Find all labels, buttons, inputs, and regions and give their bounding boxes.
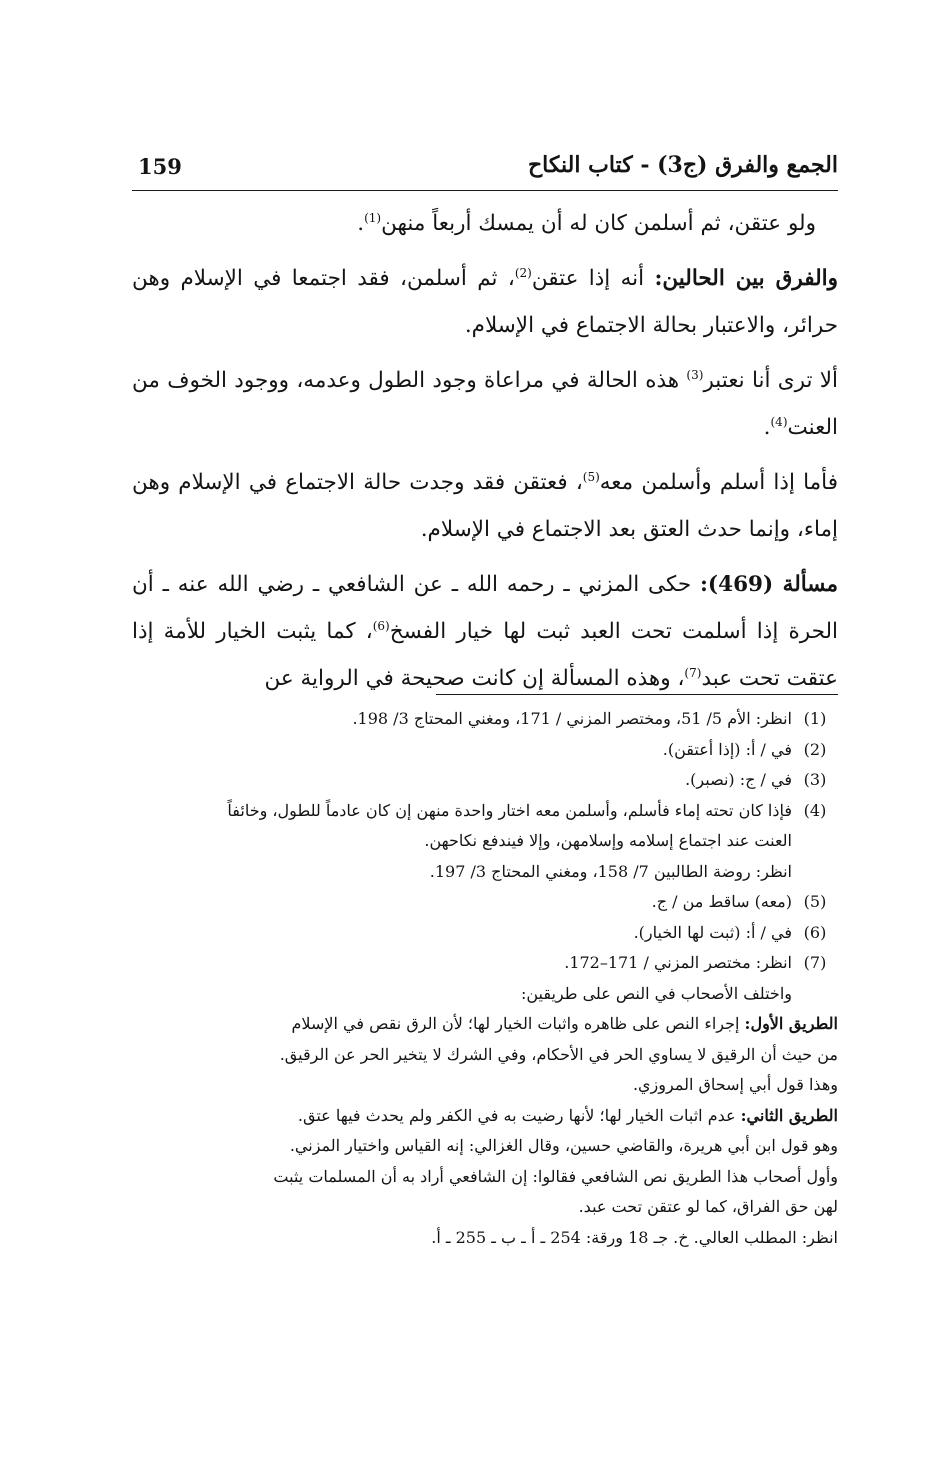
footnote-text: في / ج: (نصبر). (685, 770, 792, 789)
footnote-4 (132, 796, 838, 888)
footnote-3 (132, 765, 838, 796)
footnote-number: (1) (803, 709, 827, 728)
footnote-text: عدم اثبات الخيار لها؛ لأنها رضيت به في الكفر ولم يحدث فيها عتق. (297, 1105, 741, 1125)
footnote-7-continuation (132, 979, 792, 1010)
paragraph-3 (132, 357, 838, 451)
bold-lead: مسألة (469): (700, 572, 838, 597)
footnote-line: وهذا قول أبي إسحاق المروزي. (632, 1075, 838, 1094)
paragraph-text: فأما إذا أسلم وأسلمن معه (599, 470, 839, 495)
footnote-line: العنت عند اجتماع إسلامه وإسلامهن، وإلا فيندفع نكاحهن. (424, 831, 792, 850)
paragraph-text: . (357, 211, 365, 236)
paragraph-text: ألا ترى أنا نعتبر (703, 368, 838, 393)
footnote-ref: (6) (372, 618, 390, 633)
footnote-ref: (1) (364, 210, 382, 225)
footnote-1 (132, 704, 838, 735)
footnote-text: في / أ: (إذا أعتقن). (662, 739, 792, 759)
paragraph-text: . (763, 415, 771, 440)
footnote-divider (436, 694, 838, 695)
paragraph-4 (132, 459, 838, 553)
footnote-number: (2) (803, 739, 827, 759)
paragraph-5 (132, 561, 838, 702)
footnote-line: وأول أصحاب هذا الطريق نص الشافعي فقالوا: إن الشافعي أراد به أن المسلمات يثبت (273, 1166, 838, 1186)
footnote-2 (132, 735, 838, 766)
footnote-ref: (4) (770, 414, 788, 429)
footnote-number: (6) (803, 922, 827, 942)
footnote-number: (7) (803, 953, 827, 972)
footnote-reference: انظر: المطلب العالي. خ. جـ 18 ورقة: 254 ـ أ ـ ب ـ 255 ـ أ. (431, 1227, 838, 1247)
page-header (132, 150, 838, 191)
paragraph-text: حكى المزني ـ رحمه الله ـ عن الشافعي ـ رضي الله عنه ـ أن الحرة إذا أسلمت تحت العبد ثبت لها خيار الفسخ (132, 572, 838, 644)
paragraph-text: ، كما يثبت الخيار للأمة إذا عتقت تحت عبد (132, 619, 838, 691)
footnote-line: واختلف الأصحاب في النص على طريقين: (520, 983, 792, 1003)
footnote-text (132, 796, 792, 888)
paragraph-text: ولو عتقن، ثم أسلمن كان له أن يمسك أربعاً منهن (381, 211, 816, 236)
footnote-text: انظر: الأم 5/ 51، ومختصر المزني / 171، ومغني المحتاج 3/ 198. (352, 709, 792, 728)
footnote-text: (معه) ساقط من / ج. (651, 892, 792, 911)
footnote-ref: (7) (684, 665, 702, 680)
footnote-text: انظر: مختصر المزني / 171–172. (564, 953, 792, 972)
footnote-5 (132, 887, 838, 918)
footnote-ref: (3) (686, 367, 704, 382)
bold-lead: والفرق بين الحالين: (654, 266, 838, 291)
footnote-number: (3) (803, 770, 827, 789)
main-text (132, 200, 838, 710)
footnote-7-way-1 (132, 1009, 838, 1101)
footnote-line: فإذا كان تحته إماء فأسلم، وأسلمن معه اختار واحدة منهن إن كان عادماً للطول، وخائفاً (227, 800, 792, 820)
footnote-7-way-2 (132, 1101, 838, 1254)
footnote-6 (132, 918, 838, 949)
bold-lead: الطريق الثاني: (740, 1105, 838, 1125)
footnote-ref: (2) (514, 265, 532, 280)
footnote-number: (4) (803, 800, 827, 820)
footnote-text: إجراء النص على ظاهره واثبات الخيار لها؛ لأن الرق نقص في الإسلام (291, 1014, 745, 1033)
paragraph-text: هذه الحالة في مراعاة وجود الطول وعدمه، ووجود الخوف من العنت (132, 368, 838, 440)
bold-lead: الطريق الأول: (744, 1014, 838, 1033)
footnote-line: وهو قول ابن أبي هريرة، والقاضي حسين، وقال الغزالي: إنه القياس واختيار المزني. (289, 1136, 838, 1155)
footnote-line: انظر: روضة الطالبين 7/ 158، ومغني المحتاج 3/ 197. (429, 861, 792, 881)
footnote-text: في / أ: (ثبت لها الخيار). (633, 922, 792, 942)
paragraph-text: ، فعتقن فقد وجدت حالة الاجتماع في الإسلام وهن إماء، وإنما حدث العتق بعد الاجتماع في الإسلام. (132, 470, 838, 542)
page-number: 159 (138, 154, 182, 179)
footnotes (132, 704, 838, 1253)
footnote-line: من حيث أن الرقيق لا يساوي الحر في الأحكام، وفي الشرك لا يتخير الحر عن الرقيق. (279, 1044, 838, 1064)
paragraph-text: أنه إذا عتقن (531, 266, 655, 291)
footnote-number: (5) (803, 892, 827, 911)
footnote-line (132, 1009, 838, 1040)
paragraph-1 (132, 200, 838, 247)
paragraph-text: ، وهذه المسألة إن كانت صحيحة في الرواية عن (264, 666, 685, 691)
footnote-line (132, 1101, 838, 1132)
paragraph-text: ، ثم أسلمن، فقد اجتمعا في الإسلام وهن حرائر، والاعتبار بحالة الاجتماع في الإسلام. (132, 266, 838, 338)
footnote-7 (132, 948, 838, 979)
running-title: الجمع والفرق (ج3) - كتاب النكاح (527, 152, 838, 178)
footnote-line: لهن حق الفراق، كما لو عتقن تحت عبد. (578, 1197, 838, 1216)
paragraph-2 (132, 255, 838, 349)
footnote-ref: (5) (582, 469, 600, 484)
